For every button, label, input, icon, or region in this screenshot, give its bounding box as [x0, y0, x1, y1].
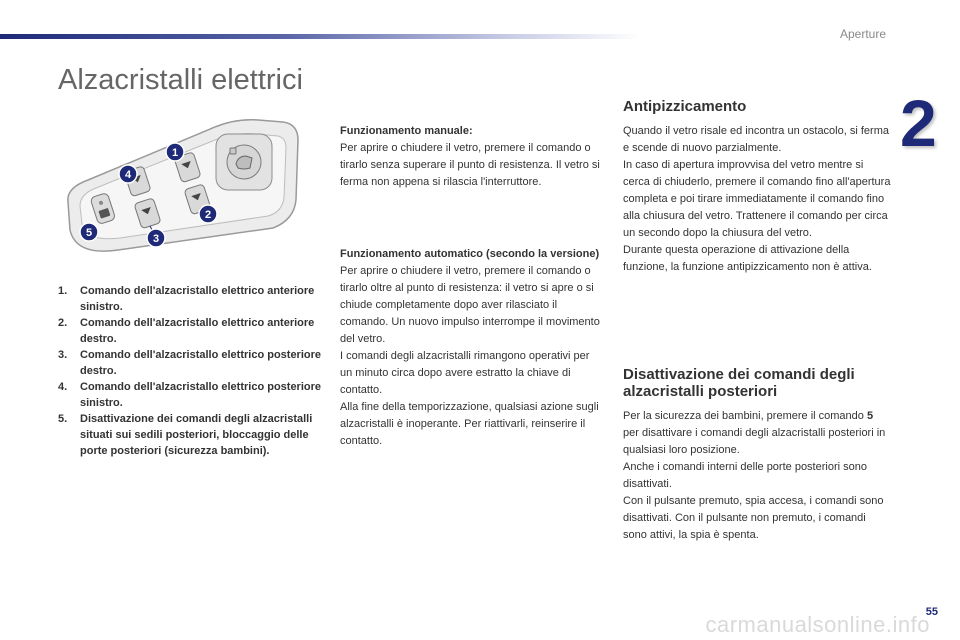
- rear-p1-post: per disattivare i comandi degli alzacristalli posteriori in qualsiasi loro posizione.: [623, 427, 886, 456]
- automatic-heading: Funzionamento automatico (secondo la versione): [340, 248, 600, 260]
- callout-1: [166, 143, 184, 161]
- manual-operation-section: [340, 123, 602, 191]
- antipinch-paragraph: Quando il vetro risale ed incontra un ostacolo, si ferma e scende di nuovo parzialmente.: [623, 125, 889, 154]
- list-text: Comando dell'alzacristallo elettrico posteriore destro.: [80, 349, 322, 377]
- antipinch-section: [623, 98, 891, 276]
- rear-paragraph: [623, 408, 891, 459]
- header-bar: [0, 34, 640, 39]
- list-number: 1.: [58, 285, 68, 297]
- list-item: [58, 283, 323, 315]
- automatic-paragraph: Alla fine della temporizzazione, qualsiasi azione sugli alzacristalli è inoperante. Per riattivarli, reinserire il contatto.: [340, 401, 599, 447]
- rear-p1-pre: Per la sicurezza dei bambini, premere il comando: [623, 410, 867, 422]
- list-number: 4.: [58, 381, 68, 393]
- list-text: Comando dell'alzacristallo elettrico posteriore sinistro.: [80, 381, 322, 409]
- callout-4: [119, 165, 137, 183]
- list-number: 2.: [58, 317, 68, 329]
- rear-paragraph: Con il pulsante premuto, spia accesa, i comandi sono disattivati. Con il pulsante non premuto, i comandi sono attivi, la spia è spenta.: [623, 495, 884, 541]
- rear-paragraph: Anche i comandi interni delle porte posteriori sono disattivati.: [623, 461, 867, 490]
- antipinch-paragraph: Durante questa operazione di attivazione della funzione, la funzione antipizzicamento non è attiva.: [623, 244, 872, 273]
- antipinch-paragraph: In caso di apertura improvvisa del vetro mentre si cerca di chiuderlo, premere il comando fino all'apertura completa e poi tirare immediatamente il comando fino alla chiusura del vetro. Trattenere il comando per circa un secondo dopo la chiusura del vetro.: [623, 159, 891, 239]
- mirror-control: [216, 134, 272, 190]
- chapter-number: 2: [900, 86, 937, 160]
- list-text: Disattivazione dei comandi degli alzacristalli situati sui sedili posteriori, bloccaggio delle porte posteriori (sicurezza bambini).: [80, 413, 313, 457]
- callout-label: 5: [85, 227, 93, 239]
- rear-p1-bold: 5: [866, 410, 874, 422]
- window-switch-illustration: [58, 110, 308, 260]
- rear-disable-heading: Disattivazione dei comandi degli alzacristalli posteriori: [623, 366, 855, 400]
- automatic-paragraph: I comandi degli alzacristalli rimangono operativi per un minuto circa dopo avere estratto la chiave di contatto.: [340, 350, 590, 396]
- manual-body: Per aprire o chiudere il vetro, premere il comando o tirarlo senza superare il punto di resistenza. Il vetro si ferma non appena si rilascia l'interruttore.: [340, 142, 600, 188]
- list-number: 5.: [58, 413, 68, 425]
- list-item: [58, 347, 323, 379]
- automatic-paragraph: Per aprire o chiudere il vetro, premere il comando o tirarlo oltre al punto di resistenza: il vetro si apre o si chiude completamente dopo aver rilasciato il comando. Un nuovo impulso interrompe il movimento del vetro.: [340, 265, 600, 345]
- legend-list: [58, 283, 323, 459]
- callout-2: [199, 205, 217, 223]
- callout-5: [80, 223, 98, 241]
- list-text: Comando dell'alzacristallo elettrico anteriore destro.: [80, 317, 315, 345]
- callout-label: 3: [152, 233, 160, 245]
- page-number: 55: [925, 606, 938, 618]
- callout-label: 4: [124, 169, 132, 181]
- callout-label: 2: [204, 209, 212, 221]
- automatic-operation-section: [340, 246, 602, 450]
- watermark: carmanualsonline.info: [705, 612, 930, 637]
- list-item: [58, 379, 323, 411]
- list-text: Comando dell'alzacristallo elettrico anteriore sinistro.: [80, 285, 315, 313]
- list-item: [58, 411, 323, 459]
- antipinch-heading: Antipizzicamento: [623, 98, 747, 115]
- list-number: 3.: [58, 349, 68, 361]
- manual-heading: Funzionamento manuale:: [340, 125, 473, 137]
- page-title: Alzacristalli elettrici: [58, 64, 303, 96]
- section-name: Aperture: [839, 27, 886, 41]
- callout-label: 1: [171, 147, 179, 159]
- list-item: [58, 315, 323, 347]
- rear-disable-section: [623, 366, 891, 544]
